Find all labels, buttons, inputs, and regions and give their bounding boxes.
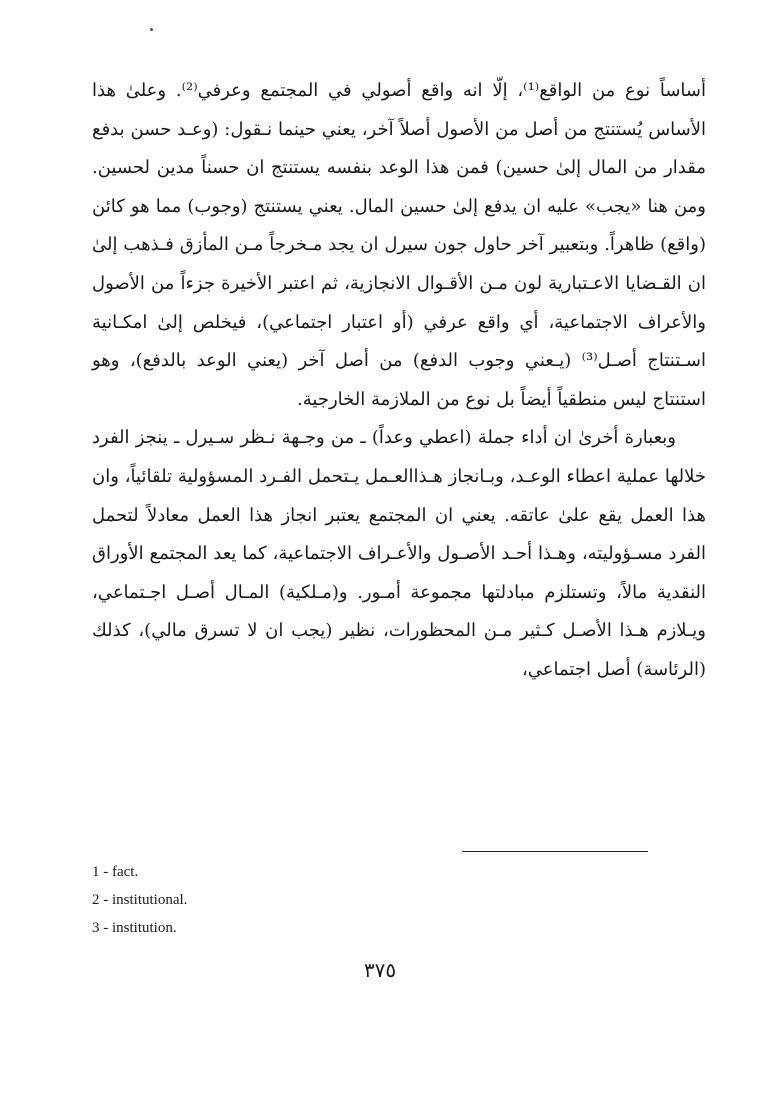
stray-mark [150, 28, 153, 31]
page-number: ٣٧٥ [363, 958, 397, 982]
main-text [92, 72, 706, 690]
footnotes [92, 858, 652, 942]
footnote-separator [462, 851, 648, 852]
footnote-2: 2 - institutional. [92, 892, 188, 908]
paragraph-2: وبعبارة أخرىٰ ان أداء جملة (اعطي وعداً) ـ من وجـهة نـظر سـيرل ـ ينجز الفرد خلالها عملية اعطاء الوعـد، وبـانجاز هـذاالعـمل يـتحمل الفـرد المسؤولية تلقائياً، وان هذا العمل يقع علىٰ عاتقه. يعني ان المجتمع يعتبر انجاز هذا العمل معادلاً لتحمل الفرد مسـؤوليته، وهـذا أحـد الأصـول والأعـراف الاجتماعية، كما يعد المجتمع الأوراق النقدية مالاً، وتستلزم مبادلتها مجموعة أمـور. و(مـلكية) المـال أصـل اجـتماعي، ويـلازم هـذا الأصـل كـثير مـن المحظورات، نظير (يجب ان لا تسرق مالي)، كذلك (الرئاسة) أصل اجتماعي، [92, 427, 706, 680]
footnote-1: 1 - fact. [92, 864, 139, 880]
paragraph-1: أساساً نوع من الواقع⁽¹⁾، إلّا انه واقع أصولي في المجتمع وعرفي⁽²⁾. وعلىٰ هذا الأساس يُستنتج من أصل من الأصول أصلاً آخر، يعني حينما نـقول: (وعـد حسن بدفع مقدار من المال إلىٰ حسين) فمن هذا الوعد بنفسه يستنتج ان حسناً مدين لحسين. ومن هنا «يجب» عليه ان يدفع إلىٰ حسين المال. يعني يستنتج (وجوب) مما هو كائن (واقع) ظاهراً. وبتعبير آخر حاول جون سيرل ان يجد مـخرجاً مـن المأزق فـذهب إلىٰ ان القـضايا الاعـتبارية لون مـن الأقـوال الانجازية، ثم اعتبر الأخيرة جزءاً من الأصول والأعراف الاجتماعية، أي واقع عرفي (أو اعتبار اجتماعي)، فيخلص إلىٰ امكـانية اسـتنتاج أصـل⁽³⁾ (يـعني وجوب الدفع) من أصل آخر (يعني الوعد بالدفع)، وهو استنتاج ليس منطقياً أيضاً بل نوع من الملازمة الخارجية. [92, 80, 706, 410]
footnote-3: 3 - institution. [92, 920, 177, 936]
